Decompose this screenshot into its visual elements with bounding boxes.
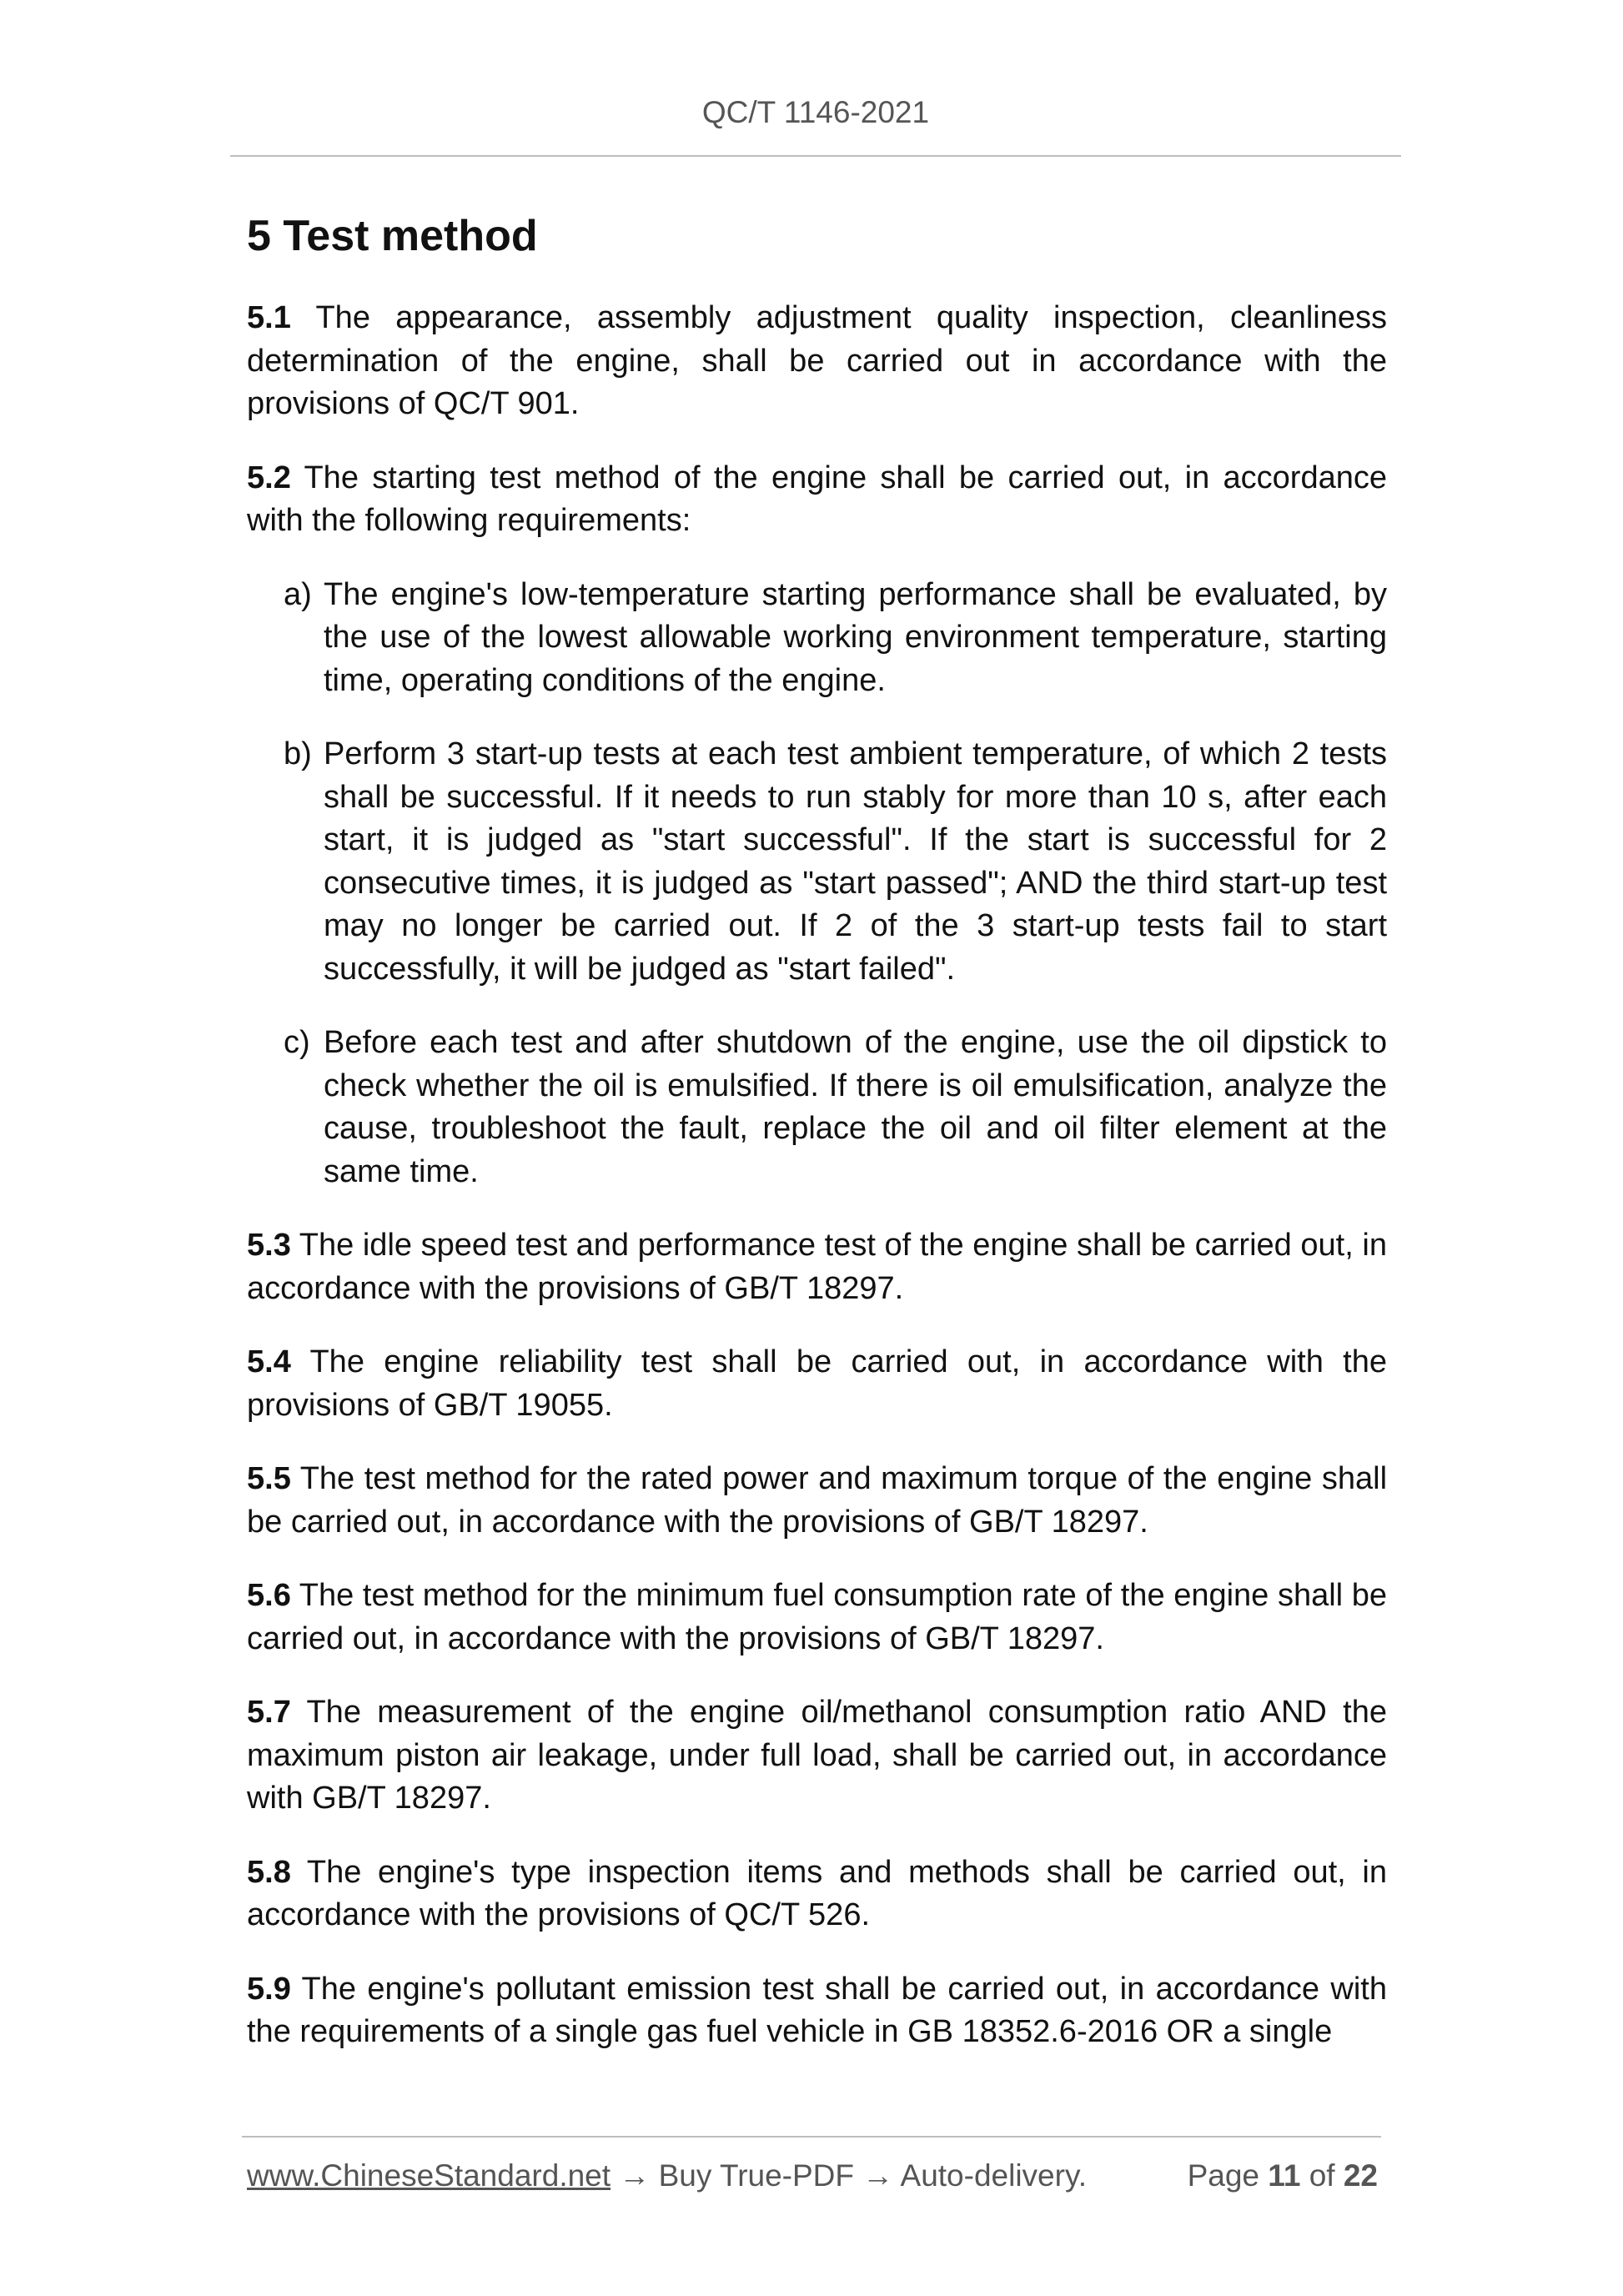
clause-number: 5.7 <box>247 1695 291 1730</box>
page-label: Page <box>1187 2158 1260 2193</box>
page-body <box>247 207 1387 2085</box>
document-code-header: QC/T 1146-2021 <box>701 95 930 129</box>
clause-5-5 <box>247 1458 1387 1544</box>
clause-5-1 <box>247 297 1387 426</box>
clause-5-6 <box>247 1575 1387 1660</box>
clause-text: The starting test method of the engine shall be carried out, in accordance with the following requirements: <box>247 460 1387 538</box>
clause-5-3 <box>247 1224 1387 1310</box>
clause-number: 5.3 <box>247 1228 291 1263</box>
total-pages-number: 22 <box>1343 2158 1378 2193</box>
clause-text: The test method for the rated power and maximum torque of the engine shall be carried out, in accordance with the provisions of GB/T 18297. <box>247 1461 1388 1540</box>
clause-number: 5.4 <box>247 1344 291 1379</box>
list-marker: c) <box>284 1025 310 1060</box>
clause-5-9 <box>247 1968 1387 2054</box>
list-item-text: Before each test and after shutdown of the engine, use the oil dipstick to check whether the oil is emulsified. If there is oil emulsification, analyze the cause, troubleshoot the fault, replace the oil and oil filter element at the same time. <box>324 1025 1387 1189</box>
clause-text: The idle speed test and performance test of the engine shall be carried out, in accordance with the provisions of GB/T 18297. <box>247 1228 1387 1306</box>
clause-text: The engine's pollutant emission test shall be carried out, in accordance with the requirements of a single gas fuel vehicle in GB 18352.6-2016 OR a single <box>247 1971 1387 2049</box>
clause-number: 5.5 <box>247 1461 291 1496</box>
list-item-text: The engine's low-temperature starting performance shall be evaluated, by the use of the lowest allowable working environment temperature, starting time, operating conditions of the engine. <box>324 576 1387 698</box>
clause-number: 5.6 <box>247 1578 291 1613</box>
website-link[interactable]: www.ChineseStandard.net <box>247 2158 611 2193</box>
list-item <box>247 1022 1387 1193</box>
list-item-text: Perform 3 start-up tests at each test ambient temperature, of which 2 tests shall be successful. If it needs to run stably for more than 10 s, after each start, it is judged as "start successful". If the start is successful for 2 consecutive times, it is judged as "start passed"; AND the third start-up test may no longer be carried out. If 2 of the 3 start-up tests fail to start successfully, it will be judged as "start failed". <box>324 736 1387 987</box>
clause-number: 5.1 <box>247 300 291 335</box>
page-indicator <box>1188 2158 1378 2193</box>
clause-number: 5.9 <box>247 1971 291 2007</box>
list-marker: a) <box>284 576 312 612</box>
clause-5-8 <box>247 1851 1387 1937</box>
list-marker: b) <box>284 736 312 771</box>
clause-number: 5.8 <box>247 1854 291 1890</box>
clause-5-2 <box>247 457 1387 543</box>
footer-divider <box>242 2136 1381 2138</box>
clause-5-7 <box>247 1691 1387 1821</box>
starting-test-requirements-list <box>247 574 1387 1194</box>
footer-promo <box>247 2158 1087 2193</box>
section-title: 5 Test method <box>247 212 538 260</box>
clause-text: The test method for the minimum fuel consumption rate of the engine shall be carried out, in accordance with the provisions of GB/T 18297. <box>247 1578 1388 1656</box>
clause-text: The engine reliability test shall be carried out, in accordance with the provisions of GB/T 19055. <box>247 1344 1387 1423</box>
page-of-label: of <box>1309 2158 1335 2193</box>
footer-promo-text: → Buy True-PDF → Auto-delivery. <box>611 2158 1087 2193</box>
clause-number: 5.2 <box>247 460 291 495</box>
header-divider <box>230 155 1401 157</box>
list-item <box>247 733 1387 991</box>
current-page-number: 11 <box>1268 2158 1301 2193</box>
clause-text: The appearance, assembly adjustment quality inspection, cleanliness determination of the engine, shall be carried out in accordance with the provisions of QC/T 901. <box>247 300 1388 421</box>
list-item <box>247 574 1387 703</box>
clause-5-4 <box>247 1341 1387 1427</box>
clause-text: The engine's type inspection items and methods shall be carried out, in accordance with the provisions of QC/T 526. <box>247 1854 1387 1932</box>
clause-text: The measurement of the engine oil/methanol consumption ratio AND the maximum piston air leakage, under full load, shall be carried out, in accordance with GB/T 18297. <box>247 1695 1388 1816</box>
